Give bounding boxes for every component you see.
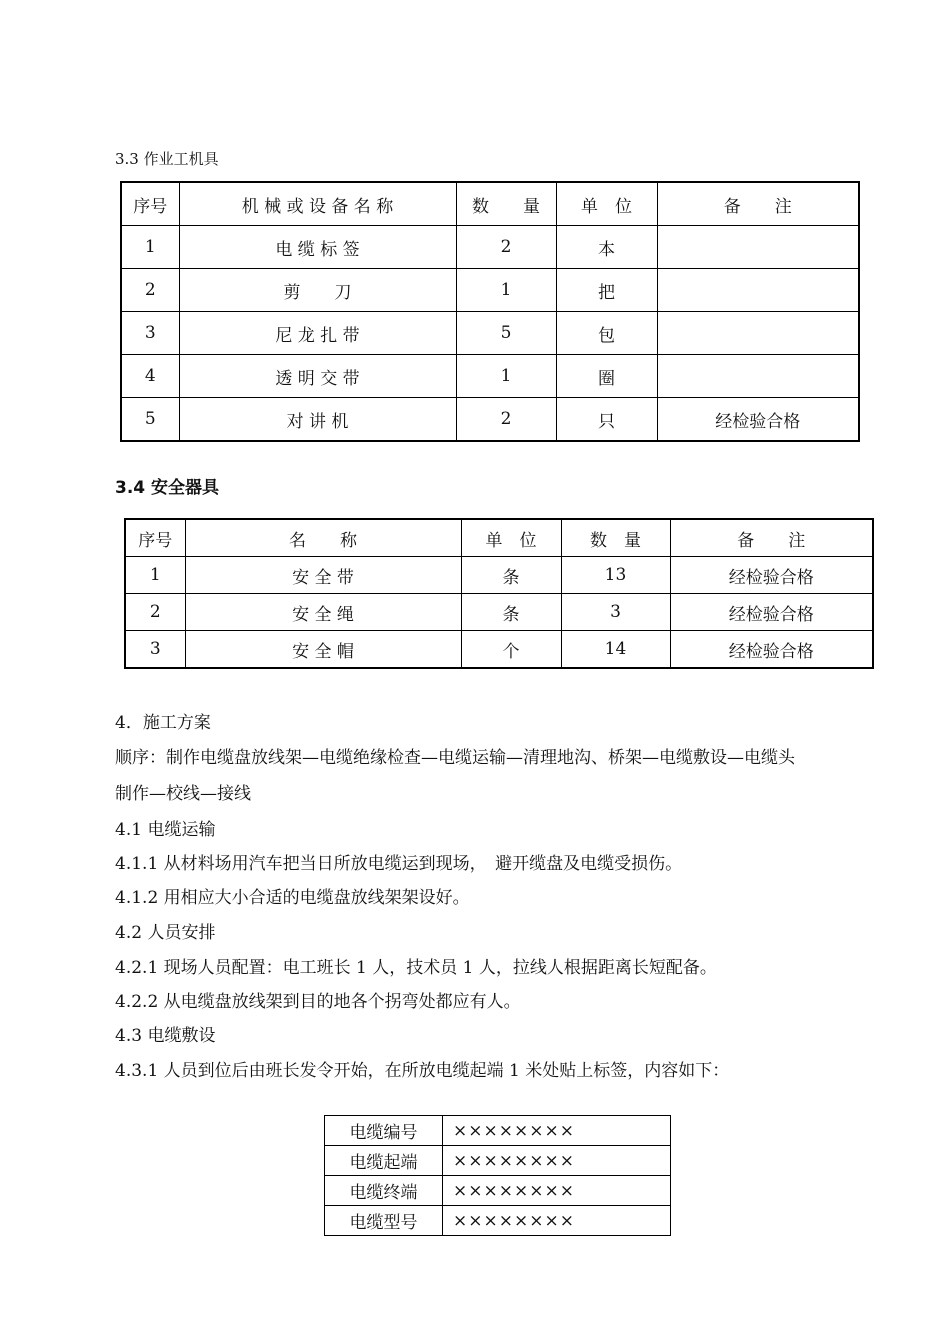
label-key: 电缆编号 <box>325 1116 443 1146</box>
table-row <box>325 1116 671 1146</box>
cell: 1 <box>125 557 185 594</box>
sequence-line-2: 制作—校线—接线 <box>115 784 251 804</box>
label-key: 电缆终端 <box>325 1176 443 1206</box>
cell <box>657 355 859 398</box>
cell: 5 <box>456 312 556 355</box>
cell: 5 <box>121 398 179 442</box>
cell: 1 <box>456 355 556 398</box>
cell: 个 <box>461 631 561 669</box>
table-header-row <box>121 182 859 226</box>
cell: 条 <box>461 557 561 594</box>
safety-gear-table <box>124 518 874 669</box>
cell: 圈 <box>556 355 657 398</box>
cell: 把 <box>556 269 657 312</box>
header-cell: 单 位 <box>556 182 657 226</box>
cell: 1 <box>456 269 556 312</box>
cell: 只 <box>556 398 657 442</box>
table-row <box>325 1206 671 1236</box>
cell: 透 明 交 带 <box>179 355 456 398</box>
header-cell: 数 量 <box>456 182 556 226</box>
cell: 安 全 绳 <box>185 594 461 631</box>
paragraph-4-1-1: 4.1.1 从材料场用汽车把当日所放电缆运到现场， 避开缆盘及电缆受损伤。 <box>115 854 683 874</box>
cell: 1 <box>121 226 179 269</box>
table-row <box>121 226 859 269</box>
cable-label-table <box>324 1115 671 1236</box>
section-3-4-heading: 3.4 安全器具 <box>115 478 220 498</box>
cell: 对 讲 机 <box>179 398 456 442</box>
cell: 经检验合格 <box>670 594 873 631</box>
table-row <box>121 269 859 312</box>
cell: 13 <box>561 557 670 594</box>
label-value: ×××××××× <box>443 1206 671 1236</box>
header-cell: 机 械 或 设 备 名 称 <box>179 182 456 226</box>
label-value: ×××××××× <box>443 1116 671 1146</box>
table-row <box>125 594 873 631</box>
cell: 经检验合格 <box>657 398 859 442</box>
tools-table <box>120 181 860 442</box>
table-row <box>121 312 859 355</box>
cell: 包 <box>556 312 657 355</box>
paragraph-4-1-2: 4.1.2 用相应大小合适的电缆盘放线架架设好。 <box>115 888 470 908</box>
label-key: 电缆起端 <box>325 1146 443 1176</box>
cell: 3 <box>125 631 185 669</box>
table-row <box>325 1176 671 1206</box>
cell: 电 缆 标 签 <box>179 226 456 269</box>
sequence-line-1: 顺序：制作电缆盘放线架—电缆绝缘检查—电缆运输—清理地沟、桥架—电缆敷设—电缆头 <box>115 748 795 768</box>
header-cell: 序号 <box>125 519 185 557</box>
label-value: ×××××××× <box>443 1146 671 1176</box>
table-row <box>325 1146 671 1176</box>
cell: 2 <box>456 226 556 269</box>
cell: 3 <box>561 594 670 631</box>
label-value: ×××××××× <box>443 1176 671 1206</box>
header-cell: 序号 <box>121 182 179 226</box>
cell <box>657 312 859 355</box>
cell: 安 全 带 <box>185 557 461 594</box>
cell: 2 <box>121 269 179 312</box>
paragraph-4-3-1: 4.3.1 人员到位后由班长发令开始，在所放电缆起端 1 米处贴上标签，内容如下： <box>115 1061 730 1081</box>
table-row <box>125 557 873 594</box>
table-row <box>121 355 859 398</box>
section-3-3-heading: 3.3 作业工机具 <box>115 150 219 168</box>
cell: 2 <box>125 594 185 631</box>
cell: 尼 龙 扎 带 <box>179 312 456 355</box>
header-cell: 数 量 <box>561 519 670 557</box>
header-cell: 备 注 <box>657 182 859 226</box>
cell: 经检验合格 <box>670 557 873 594</box>
cell: 条 <box>461 594 561 631</box>
paragraph-4-2-1: 4.2.1 现场人员配置：电工班长 1 人，技术员 1 人，拉线人根据距离长短配备。 <box>115 958 717 978</box>
cell <box>657 269 859 312</box>
cell: 2 <box>456 398 556 442</box>
section-4-3-heading: 4.3 电缆敷设 <box>115 1026 216 1046</box>
section-4-2-heading: 4.2 人员安排 <box>115 923 216 943</box>
cell: 本 <box>556 226 657 269</box>
cell: 14 <box>561 631 670 669</box>
table-row <box>121 398 859 442</box>
cell: 安 全 帽 <box>185 631 461 669</box>
header-cell: 单 位 <box>461 519 561 557</box>
section-4-1-heading: 4.1 电缆运输 <box>115 820 216 840</box>
cell: 3 <box>121 312 179 355</box>
cell: 4 <box>121 355 179 398</box>
cell: 经检验合格 <box>670 631 873 669</box>
label-key: 电缆型号 <box>325 1206 443 1236</box>
header-cell: 名 称 <box>185 519 461 557</box>
cell: 剪 刀 <box>179 269 456 312</box>
cell <box>657 226 859 269</box>
table-row <box>125 631 873 669</box>
table-header-row <box>125 519 873 557</box>
header-cell: 备 注 <box>670 519 873 557</box>
paragraph-4-2-2: 4.2.2 从电缆盘放线架到目的地各个拐弯处都应有人。 <box>115 992 521 1012</box>
section-4-heading: 4．施工方案 <box>115 713 211 733</box>
